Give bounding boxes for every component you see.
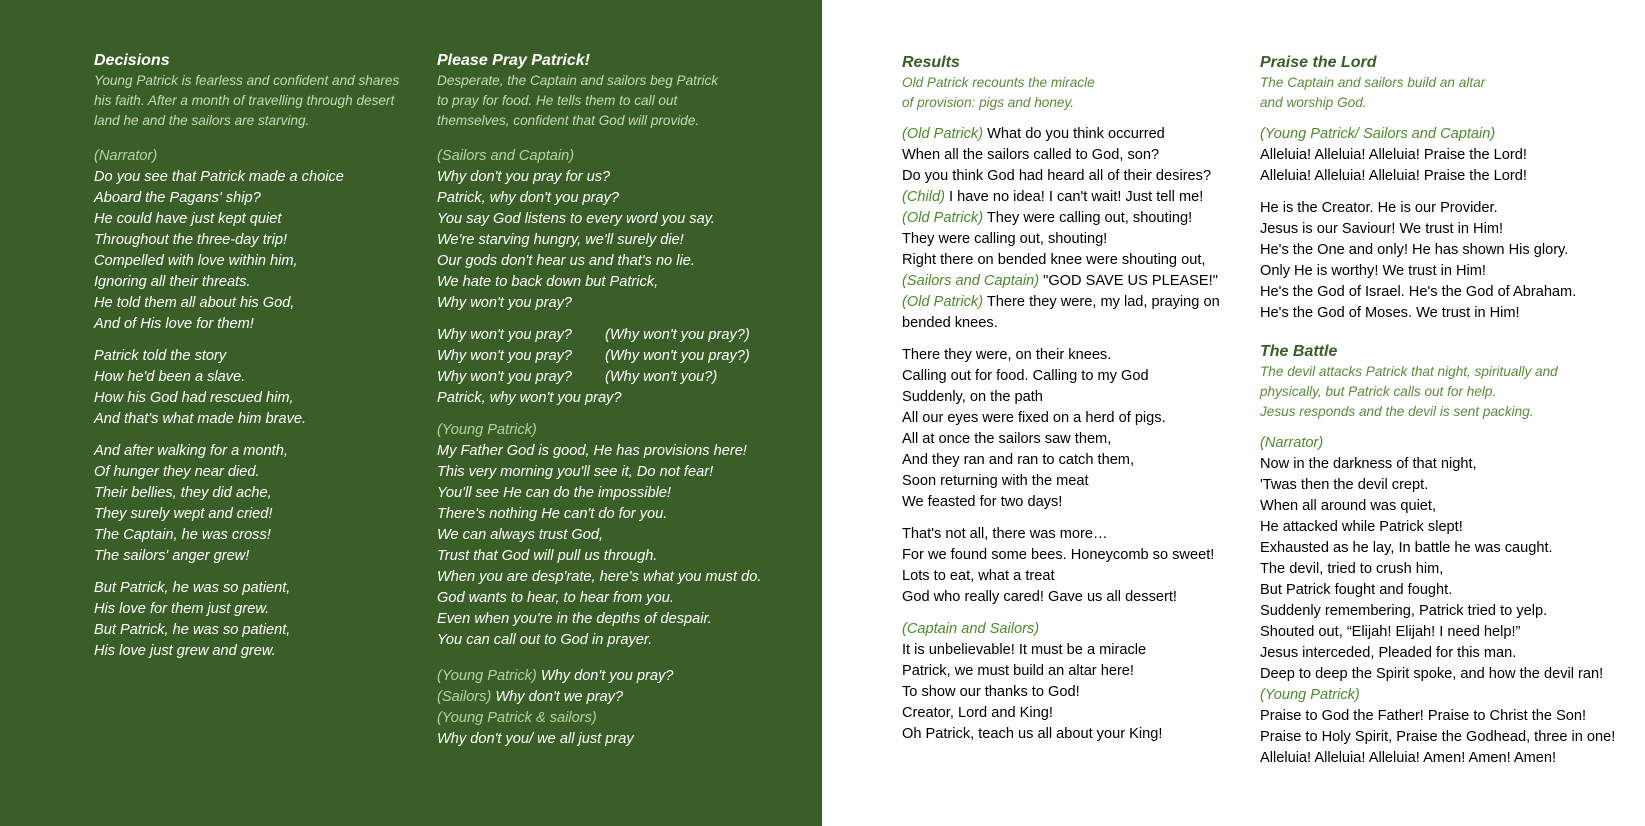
speaker-cue: (Young Patrick/ Sailors and Captain) xyxy=(1260,126,1496,142)
lyric-stanza: It is unbelievable! It must be a miracle Patrick, we must build an altar here! To show our thanks to God! Creator, Lord and King! Oh Patrick, teach us all about your King! xyxy=(902,642,1163,742)
speaker-cue: (Young Patrick) xyxy=(437,422,537,438)
battle-section xyxy=(1260,342,1630,769)
left-page xyxy=(0,0,822,826)
lyric-stanza: And after walking for a month, Of hunger they near died. Their bellies, they did ache, They surely wept and cried! The Captain, he was cross! The sailors' anger grew! xyxy=(94,443,288,564)
lyric-stanza: Patrick told the story How he'd been a slave. How his God had rescued him, And that's what made him brave. xyxy=(94,348,307,427)
lyric-stanza: But Patrick, he was so patient, His love for them just grew. But Patrick, he was so patient, His love just grew and grew. xyxy=(94,580,291,659)
lyric-stanza: There they were, on their knees. Calling out for food. Calling to my God Suddenly, on the path All our eyes were fixed on a herd of pigs. All at once the sailors saw them, And they ran and ran to catch them, Soon returning with the meat We feasted for two days! xyxy=(902,347,1166,510)
section-title: Decisions xyxy=(94,52,170,69)
lyric-stanza: That's not all, there was more… For we found some bees. Honeycomb so sweet! Lots to eat, what a treat God who really cared! Gave us all dessert! xyxy=(902,526,1215,605)
section-subtitle: Young Patrick is fearless and confident and shares his faith. After a month of travelling through desert land he and the sailors are starving. xyxy=(94,73,400,128)
section-subtitle: Desperate, the Captain and sailors beg Patrick to pray for food. He tells them to call out themselves, confident that God will provide. xyxy=(437,73,719,128)
speaker-cue: (Sailors and Captain) xyxy=(437,148,575,164)
lyric-stanza: Alleluia! Alleluia! Alleluia! Praise the Lord! Alleluia! Alleluia! Alleluia! Praise the Lord! xyxy=(1260,147,1527,184)
lyric-stanza: (Young Patrick) Why don't you pray? (Sailors) Why don't we pray? (Young Patrick & sailors) Why don't you/ we all just pray xyxy=(437,668,674,747)
lyric-stanza: He is the Creator. He is our Provider. Jesus is our Saviour! We trust in Him! He's the One and only! He has shown His glory. Only He is worthy! We trust in Him! He's the God of Israel. He's the God of Abraham. He's the God of Moses. We trust in Him! xyxy=(1260,200,1577,321)
speaker-cue: (Young Patrick) xyxy=(1260,687,1360,703)
section-title: Praise the Lord xyxy=(1260,54,1377,71)
praise-section xyxy=(1260,53,1630,324)
speaker-cue: (Narrator) xyxy=(94,148,158,164)
dialogue-stanza: (Old Patrick) What do you think occurred When all the sailors called to God, son? Do you think God had heard all of their desires? (Child) I have no idea! I can't wait! Just tell me! (Old Patrick) They were calling out, shouting! They were calling out, shouting! Right there on bended knee were shouting out, (Sailors and Captain) "GOD SAVE US PLEASE!" (Old Patrick) There they were, my lad, praying on bended knees. xyxy=(902,126,1220,331)
lyric-stanza: Do you see that Patrick made a choice Aboard the Pagans' ship? He could have just kept quiet Throughout the three-day trip! Compelled with love within him, Ignoring all their threats. He told them all about his God, And of His love for them! xyxy=(94,169,344,332)
results-section xyxy=(902,53,1232,745)
section-title: The Battle xyxy=(1260,343,1338,360)
echo-stanza: Why won't you pray? (Why won't you pray?) Why won't you pray? (Why won't you pray?) Why won't you pray? (Why won't you?) Patrick, why won't you pray? xyxy=(437,327,750,406)
section-subtitle: The Captain and sailors build an altar and worship God. xyxy=(1260,75,1486,110)
pray-section xyxy=(437,51,807,750)
section-title: Results xyxy=(902,54,960,71)
lyric-stanza: Why don't you pray for us? Patrick, why don't you pray? You say God listens to every word you say. We're starving hungry, we'll surely die! Our gods don't hear us and that's no lie. We hate to back down but Patrick, Why won't you pray? xyxy=(437,169,715,311)
section-subtitle: The devil attacks Patrick that night, spiritually and physically, but Patrick calls out for help. Jesus responds and the devil is sent packing. xyxy=(1260,364,1558,419)
section-subtitle: Old Patrick recounts the miracle of provision: pigs and honey. xyxy=(902,75,1095,110)
praise-battle-column xyxy=(1260,53,1630,769)
section-title: Please Pray Patrick! xyxy=(437,52,590,69)
speaker-cue: (Narrator) xyxy=(1260,435,1324,451)
lyric-stanza: Praise to God the Father! Praise to Christ the Son! Praise to Holy Spirit, Praise the Godhead, three in one! Alleluia! Alleluia! Alleluia! Amen! Amen! Amen! xyxy=(1260,708,1616,766)
speaker-cue: (Captain and Sailors) xyxy=(902,621,1040,637)
lyric-stanza: My Father God is good, He has provisions here! This very morning you'll see it, Do not fear! You'll see He can do the impossible! There's nothing He can't do for you. We can always trust God, Trust that God will pull us through. When you are desp'rate, here's what you must do. God wants to hear, to hear from you. Even when you're in the depths of despair. You can call out to God in prayer. xyxy=(437,443,762,648)
decisions-section xyxy=(94,51,414,662)
lyric-stanza: Now in the darkness of that night, 'Twas then the devil crept. When all around was quiet, He attacked while Patrick slept! Exhausted as he lay, In battle he was caught. The devil, tried to crush him, But Patrick fought and fought. Suddenly remembering, Patrick tried to yelp. Shouted out, “Elijah! Elijah! I need help!” Jesus interceded, Pleaded for this man. Deep to deep the Spirit spoke, and how the devil ran! xyxy=(1260,456,1604,682)
